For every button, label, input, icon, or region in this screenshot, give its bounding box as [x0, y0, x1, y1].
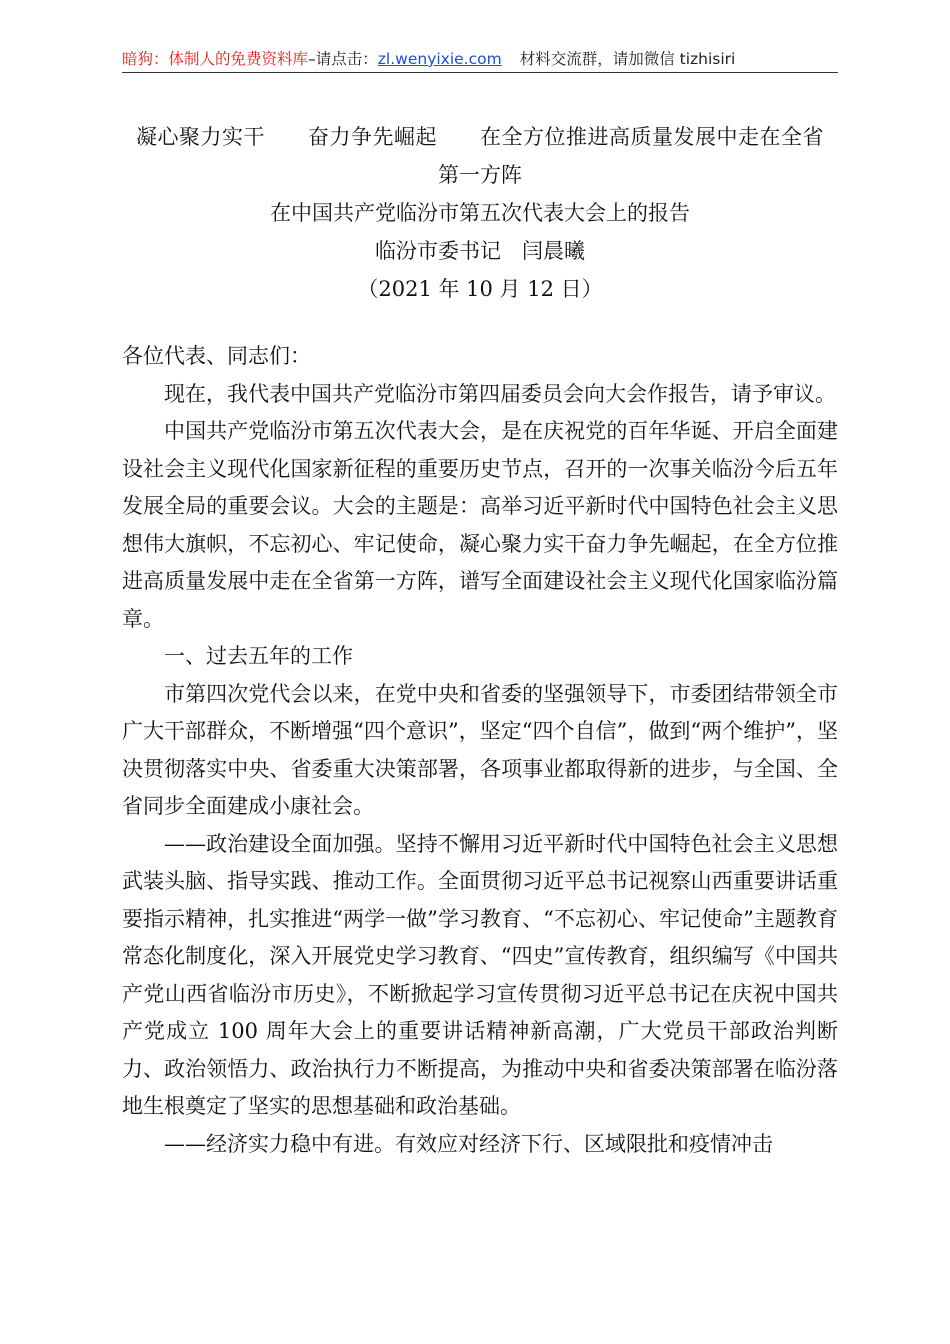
- paragraph-1: 现在，我代表中国共产党临汾市第四届委员会向大会作报告，请予审议。: [164, 381, 836, 406]
- section-heading-1: 一、过去五年的工作: [164, 644, 353, 668]
- header-divider: [122, 72, 838, 73]
- main-title-line2: 第一方阵: [438, 163, 522, 187]
- paragraph-2: 中国共产党临汾市第五次代表大会，是在庆祝党的百年华诞、开启全面建设社会主义现代化国家新征程的重要历史节点，召开的一次事关临汾今后五年发展全局的重要会议。大会的主题是：高举习近平新时代中国特色社会主义思想伟大旗帜，不忘初心、牢记使命，凝心聚力实干奋力争先崛起，在全方位推进高质量发展中走在全省第一方阵，谱写全面建设社会主义现代化国家临汾篇章。: [122, 419, 838, 631]
- main-title-line1: 凝心聚力实干 奋力争先崛起 在全方位推进高质量发展中走在全省: [136, 125, 824, 149]
- report-subtitle: 在中国共产党临汾市第五次代表大会上的报告: [270, 201, 690, 225]
- report-date: （2021 年 10 月 12 日）: [357, 277, 603, 301]
- greeting: 各位代表、同志们：: [122, 344, 311, 368]
- paragraph-3: 市第四次党代会以来，在党中央和省委的坚强领导下，市委团结带领全市广大干部群众，不断增强“四个意识”，坚定“四个自信”，做到“两个维护”，坚决贯彻落实中央、省委重大决策部署，各项事业都取得新的进步，与全国、全省同步全面建成小康社会。: [122, 681, 838, 818]
- header-contact: 材料交流群，请加微信 tizhisiri: [519, 50, 736, 68]
- header-link[interactable]: zl.wenyixie.com: [377, 50, 502, 68]
- title-block: [122, 118, 838, 308]
- header-prompt: –请点击：: [308, 50, 378, 68]
- header-brand: 暗狗：体制人的免费资料库: [122, 50, 309, 68]
- paragraph-4: ——政治建设全面加强。坚持不懈用习近平新时代中国特色社会主义思想武装头脑、指导实践、推动工作。全面贯彻习近平总书记视察山西重要讲话重要指示精神，扎实推进“两学一做”学习教育、“不忘初心、牢记使命”主题教育常态化制度化，深入开展党史学习教育、“四史”宣传教育，组织编写《中国共产党山西省临汾市历史》，不断掀起学习宣传贯彻习近平总书记在庆祝中国共产党成立 100 周年大会上的重要讲话精神新高潮，广大党员干部政治判断力、政治领悟力、政治执行力不断提高，为推动中央和省委决策部署在临汾落地生根奠定了坚实的思想基础和政治基础。: [122, 831, 838, 1118]
- page-header: [122, 46, 838, 72]
- report-body: [122, 338, 838, 1163]
- paragraph-5: ——经济实力稳中有进。有效应对经济下行、区域限批和疫情冲击: [164, 1131, 773, 1156]
- report-author: 临汾市委书记 闫晨曦: [375, 239, 585, 263]
